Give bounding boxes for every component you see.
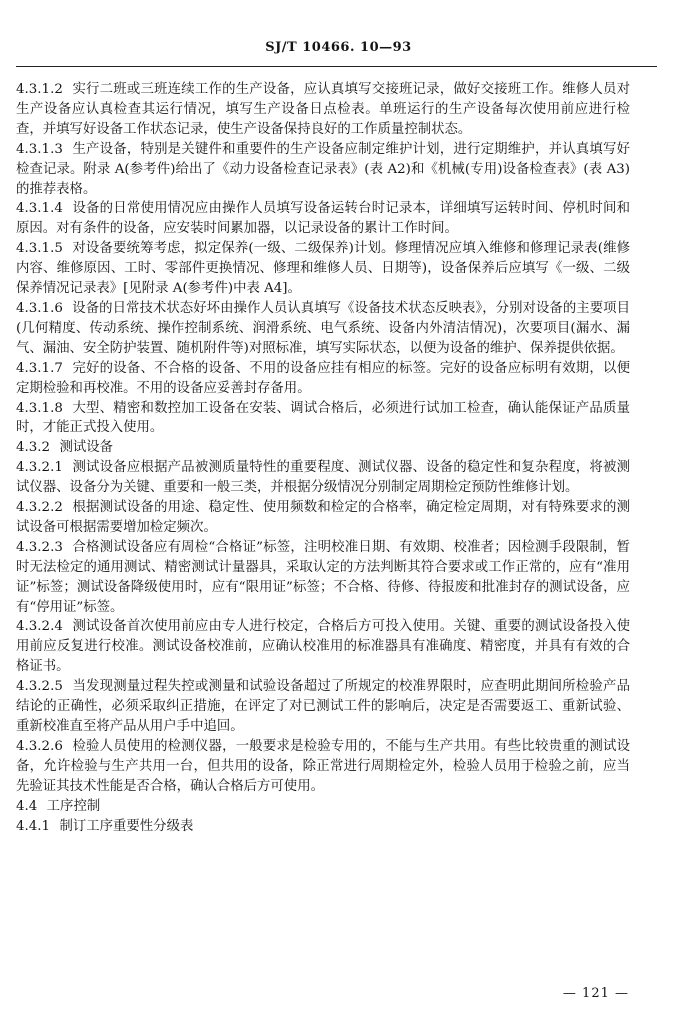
clause-4-3-2-4	[16, 617, 630, 677]
clause-4-3-2-1	[16, 458, 630, 498]
clause-4-3-2-2	[16, 498, 630, 538]
clause-text: 设备的日常技术状态好坏由操作人员认真填写《设备技术状态反映表》，分别对设备的主要项目(几何精度、传动系统、操作控制系统、润滑系统、电气系统、设备内外清洁情况)，次要项目(漏水、漏气、漏油、安全防护装置、随机附件等)对照标准，填写实际状态，以便为设备的维护、保养提供依据。	[16, 300, 630, 356]
clause-number: 4.3.1.5	[16, 241, 63, 257]
clause-text: 对设备要统筹考虑，拟定保养(一级、二级保养)计划。修理情况应填入维修和修理记录表(维修内容、维修原因、工时、零部件更换情况、修理和维修人员、日期等)，设备保养后应填写《一级、二级保养情况记录表》[见附录 A(参考件)中表 A4]。	[16, 241, 630, 297]
clause-text: 当发现测量过程失控或测量和试验设备超过了所规定的校准界限时，应查明此期间所检验产品结论的正确性，必须采取纠正措施，在评定了对已测试工件的影响后，决定是否需要返工、重新试验、重新校准直至将产品从用户手中追回。	[16, 679, 630, 734]
page-number: — 121 —	[562, 986, 629, 1001]
clause-number: 4.3.1.7	[16, 360, 63, 376]
section-title: 制订工序重要性分级表	[59, 818, 194, 834]
clause-number: 4.3.2.3	[16, 539, 63, 555]
clause-4-3-2-6	[16, 737, 630, 797]
standard-number-header: SJ/T 10466. 10—93	[265, 40, 412, 55]
section-heading-4-3-2	[16, 438, 630, 458]
section-heading-4-4	[16, 797, 630, 817]
clause-4-3-1-8	[16, 399, 630, 439]
clause-text: 测试设备首次使用前应由专人进行校定，合格后方可投入使用。关键、重要的测试设备投入使用前应反复进行校准。测试设备校准前，应确认校准用的标准器具有准确度、精密度，并具有有效的合格证书。	[16, 619, 630, 675]
clause-4-3-1-6	[16, 299, 630, 359]
clause-4-3-2-3	[16, 538, 630, 618]
clause-number: 4.3.1.2	[16, 82, 63, 97]
clause-4-3-2-5	[16, 677, 630, 737]
clause-text: 完好的设备、不合格的设备、不用的设备应挂有相应的标签。完好的设备应标明有效期，以便定期检验和再校准。不用的设备应妥善封存备用。	[16, 360, 630, 396]
clause-number: 4.3.2.5	[16, 679, 63, 695]
clause-text: 根据测试设备的用途、稳定性、使用频数和检定的合格率，确定检定周期，对有特殊要求的测试设备可根据需要增加检定频次。	[16, 500, 630, 535]
clause-number: 4.3.1.3	[16, 141, 63, 157]
clause-number: 4.4	[16, 798, 38, 814]
clause-4-3-1-3	[16, 140, 630, 200]
clause-number: 4.3.2	[16, 440, 51, 456]
clause-number: 4.3.2.1	[16, 460, 63, 476]
clause-4-3-1-7	[16, 359, 630, 399]
header-rule	[16, 66, 657, 67]
clause-text: 实行二班或三班连续工作的生产设备，应认真填写交接班记录，做好交接班工作。维修人员对生产设备应认真检查其运行情况，填写生产设备日点检表。单班运行的生产设备每次使用前应进行检查，并填写好设备工作状态记录，使生产设备保持良好的工作质量控制状态。	[16, 82, 630, 137]
clause-text: 大型、精密和数控加工设备在安装、调试合格后，必须进行试加工检查，确认能保证产品质量时，才能正式投入使用。	[16, 400, 630, 436]
clause-number: 4.4.1	[16, 818, 51, 834]
clause-number: 4.3.1.8	[16, 400, 63, 416]
clause-text: 生产设备，特别是关键件和重要件的生产设备应制定维护计划，进行定期维护，并认真填写好检查记录。附录 A(参考件)给出了《动力设备检查记录表》(表 A2)和《机械(专用)设备检查表》(表 A3)的推荐表格。	[16, 141, 630, 197]
document-body	[16, 80, 630, 836]
clause-4-3-1-2	[16, 80, 630, 140]
clause-text: 测试设备应根据产品被测质量特性的重要程度、测试仪器、设备的稳定性和复杂程度，将被测试仪器、设备分为关键、重要和一般三类，并根据分级情况分别制定周期检定预防性维修计划。	[16, 460, 630, 496]
clause-number: 4.3.1.4	[16, 201, 63, 217]
section-heading-4-4-1	[16, 817, 630, 837]
clause-number: 4.3.1.6	[16, 300, 63, 316]
section-title: 测试设备	[59, 440, 114, 456]
section-title: 工序控制	[46, 798, 101, 814]
clause-text: 合格测试设备应有周检“合格证”标签，注明校准日期、有效期、校准者；因检测手段限制，暂时无法检定的通用测试、精密测试计量器具，采取认定的方法判断其符合要求或工作正常的，应有“准用证”标签；测试设备降级使用时，应有“限用证”标签；不合格、待修、待报废和批准封存的测试设备，应有“停用证”标签。	[16, 539, 630, 615]
clause-4-3-1-5	[16, 239, 630, 299]
clause-number: 4.3.2.4	[16, 619, 63, 635]
clause-number: 4.3.2.2	[16, 500, 63, 516]
clause-text: 检验人员使用的检测仪器，一般要求是检验专用的，不能与生产共用。有些比较贵重的测试设备，允许检验与生产共用一台，但共用的设备，除正常进行周期检定外，检验人员用于检验之前，应当先验证其技术性能是否合格，确认合格后方可使用。	[16, 738, 630, 794]
clause-4-3-1-4	[16, 199, 630, 239]
clause-number: 4.3.2.6	[16, 738, 63, 754]
clause-text: 设备的日常使用情况应由操作人员填写设备运转台时记录本，详细填写运转时间、停机时间和原因。对有条件的设备，应安装时间累加器，以记录设备的累计工作时间。	[16, 201, 630, 237]
